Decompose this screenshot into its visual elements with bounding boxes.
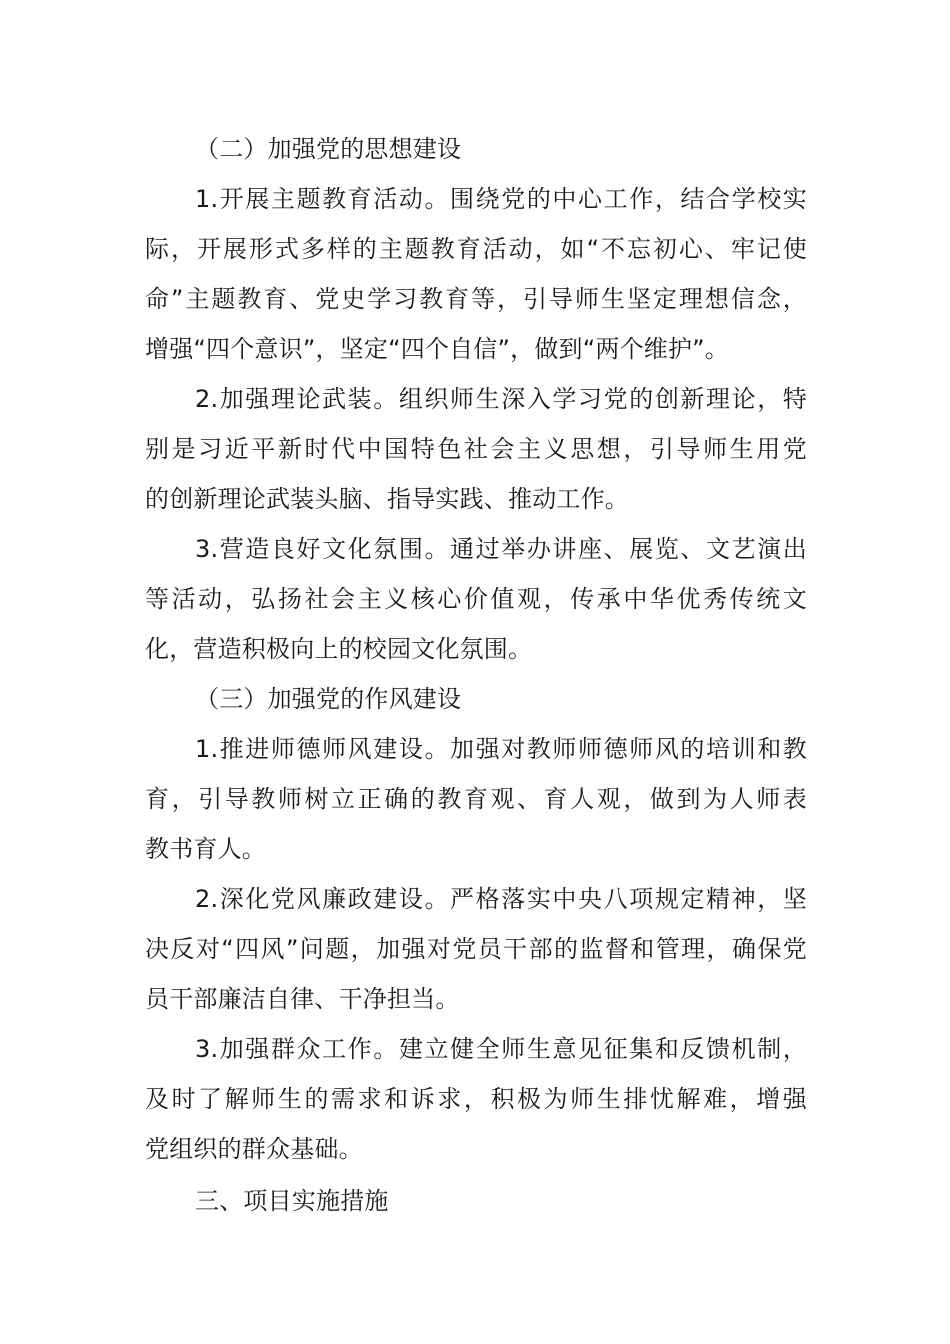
paragraph: [145, 374, 807, 524]
text-line: 化，营造积极向上的校园文化氛围。: [145, 635, 533, 663]
document-page: [145, 124, 807, 1226]
section-heading: （三）加强党的作风建设: [195, 685, 462, 713]
text-line: 2.深化党风廉政建设。严格落实中央八项规定精神，坚: [195, 885, 807, 913]
text-line: 2.加强理论武装。组织师生深入学习党的创新理论，特: [195, 385, 807, 413]
text-line: 1.推进师德师风建设。加强对教师师德师风的培训和教: [195, 735, 807, 763]
text-line: 及时了解师生的需求和诉求，积极为师生排忧解难，增强: [145, 1085, 807, 1113]
text-line: 1.开展主题教育活动。围绕党的中心工作，结合学校实: [195, 185, 807, 213]
text-line: 3.加强群众工作。建立健全师生意见征集和反馈机制，: [195, 1035, 807, 1063]
paragraph: [145, 524, 807, 674]
paragraph: [145, 174, 807, 374]
section-heading: （二）加强党的思想建设: [195, 135, 462, 163]
text-line: 3.营造良好文化氛围。通过举办讲座、展览、文艺演出: [195, 535, 807, 563]
paragraph: [145, 874, 807, 1024]
text-line: 育，引导教师树立正确的教育观、育人观，做到为人师表: [145, 785, 807, 813]
text-line: 员干部廉洁自律、干净担当。: [145, 985, 460, 1013]
text-line: 际，开展形式多样的主题教育活动，如“不忘初心、牢记使: [145, 235, 807, 263]
text-line: 的创新理论武装头脑、指导实践、推动工作。: [145, 485, 629, 513]
chapter-heading: 三、项目实施措施: [195, 1187, 389, 1215]
text-line: 教书育人。: [145, 835, 266, 863]
text-line: 党组织的群众基础。: [145, 1135, 363, 1163]
paragraph: [145, 724, 807, 874]
paragraph: [145, 1024, 807, 1174]
text-line: 增强“四个意识”，坚定“四个自信”，做到“两个维护”。: [145, 335, 729, 363]
text-line: 别是习近平新时代中国特色社会主义思想，引导师生用党: [145, 435, 807, 463]
text-line: 决反对“四风”问题，加强对党员干部的监督和管理，确保党: [145, 935, 807, 963]
text-line: 命”主题教育、党史学习教育等，引导师生坚定理想信念，: [145, 285, 807, 313]
text-line: 等活动，弘扬社会主义核心价值观，传承中华优秀传统文: [145, 585, 807, 613]
